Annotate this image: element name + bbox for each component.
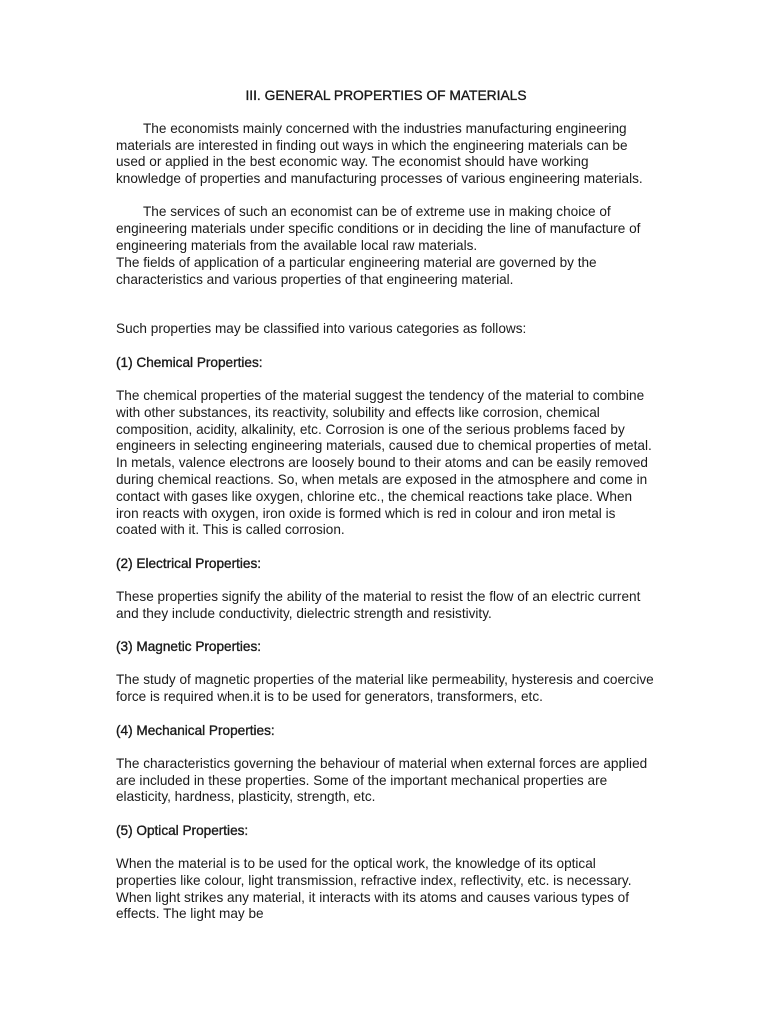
intro-paragraph-2: The services of such an economist can be of extreme use in making choice of engineering materials under specific conditions or in deciding the line of manufacture of engineering materials from the available local raw materials. [116, 204, 641, 254]
document-body [116, 88, 656, 923]
section-heading-mechanical: (4) Mechanical Properties: [116, 722, 275, 738]
section-paragraph: In metals, valence electrons are loosely bound to their atoms and can be easily removed during chemical reactions. So, when metals are exposed in the atmosphere and come in contact with gases like oxygen, chlorine etc., the chemical reactions take place. When iron reacts with oxygen, iron oxide is formed which is red in colour and iron metal is coated with it. This is called corrosion. [116, 455, 648, 538]
section-heading-magnetic: (3) Magnetic Properties: [116, 639, 262, 655]
section-paragraph: These properties signify the ability of the material to resist the flow of an electric current and they include conductivity, dielectric strength and resistivity. [116, 589, 641, 621]
classification-line: Such properties may be classified into various categories as follows: [116, 321, 527, 337]
section-paragraph: The characteristics governing the behaviour of material when external forces are applied are included in these properties. Some of the important mechanical properties are elasticity, hardness, plasticity, strength, etc. [116, 755, 648, 805]
section-paragraph: The chemical properties of the material suggest the tendency of the material to combine with other substances, its reactivity, solubility and effects like corrosion, chemical composition, acidity, alkalinity, etc. Corrosion is one of the serious problems faced by engineers in selecting engineering materials, caused due to chemical properties of metal. [116, 388, 652, 454]
intro-paragraph-3: The fields of application of a particular engineering material are governed by the characteristics and various properties of that engineering material. [116, 254, 597, 287]
section-paragraph: The study of magnetic properties of the material like permeability, hysteresis and coercive force is required when.it is to be used for generators, transformers, etc. [116, 672, 654, 705]
intro-paragraph-1: The economists mainly concerned with the industries manufacturing engineering materials are interested in finding out ways in which the engineering materials can be used or applied in the best economic way. The economist should have working knowledge of properties and manufacturing processes of various engineering materials. [116, 120, 643, 187]
section-heading-electrical: (2) Electrical Properties: [116, 555, 262, 571]
section-heading-optical: (5) Optical Properties: [116, 822, 249, 838]
document-title: III. GENERAL PROPERTIES OF MATERIALS [245, 88, 527, 103]
section-paragraph: When the material is to be used for the optical work, the knowledge of its optical properties like colour, light transmission, refractive index, reflectivity, etc. is necessary. When light strikes any material, it interacts with its atoms and causes various types of effects. The light may be [116, 856, 632, 922]
section-heading-chemical: (1) Chemical Properties: [116, 354, 263, 370]
